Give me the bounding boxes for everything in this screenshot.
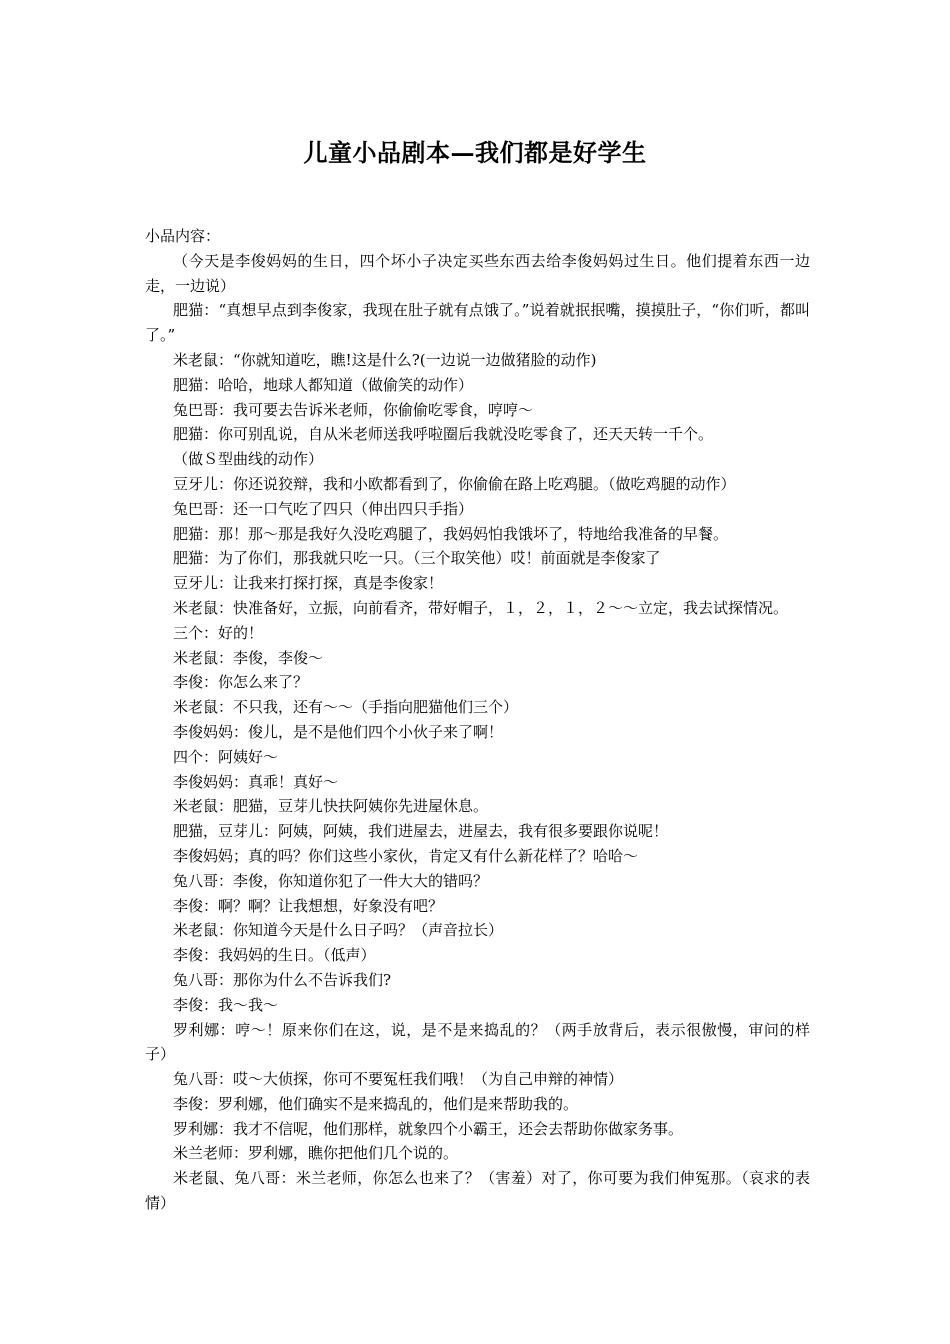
script-line: 李俊妈妈；真的吗？你们这些小家伙，肯定又有什么新花样了？哈哈～ — [173, 846, 639, 865]
script-line: 罗利娜：哼～！原来你们在这，说，是不是来捣乱的？（两手放背后，表示很傲慢，审问的样子） — [145, 1020, 810, 1064]
document-title: 儿童小品剧本—我们都是好学生 — [303, 138, 647, 167]
script-line: 肥猫，豆芽儿：阿姨，阿姨，我们进屋去，进屋去，我有很多要跟你说呢！ — [173, 822, 669, 841]
script-line: 豆牙儿：让我来打探打探，真是李俊家！ — [173, 574, 444, 593]
script-line: （今天是李俊妈妈的生日，四个坏小子决定买些东西去给李俊妈妈过生日。他们提着东西一边走，一边说） — [145, 251, 810, 295]
script-line: 兔八哥：那你为什么不告诉我们? — [173, 970, 392, 989]
section-heading: 小品内容： — [145, 227, 221, 245]
script-line: 李俊妈妈：真乖！真好～ — [173, 772, 339, 791]
script-line: 米老鼠：“你就知道吃，瞧!这是什么?(一边说一边做猪脸的动作) — [173, 350, 597, 369]
script-line: 豆牙儿：你还说狡辩，我和小欧都看到了，你偷偷在路上吃鸡腿。（做吃鸡腿的动作） — [173, 474, 736, 493]
script-line: 兔巴哥：我可要去告诉米老师，你偷偷吃零食，哼哼～ — [173, 400, 534, 419]
script-line: 李俊：罗利娜，他们确实不是来捣乱的，他们是来帮助我的。 — [173, 1094, 579, 1113]
script-line: 李俊妈妈：俊儿，是不是他们四个小伙子来了啊！ — [173, 722, 504, 741]
script-line: 兔巴哥：还一口气吃了四只（伸出四只手指） — [173, 499, 474, 518]
script-line: 米老鼠：李俊，李俊～ — [173, 648, 324, 667]
script-line: 肥猫：“真想早点到李俊家，我现在肚子就有点饿了。”说着就抿抿嘴，摸摸肚子，“你们听，都叫了。” — [145, 301, 810, 345]
script-line: 李俊：你怎么来了？ — [173, 673, 309, 692]
script-line: 米兰老师：罗利娜，瞧你把他们几个说的。 — [173, 1144, 459, 1163]
script-line: 三个：好的！ — [173, 623, 264, 642]
script-line: 李俊：啊？啊？让我想想，好象没有吧？ — [173, 896, 444, 915]
script-line: 肥猫：为了你们，那我就只吃一只。（三个取笑他）哎！前面就是李俊家了 — [173, 549, 661, 568]
script-body — [145, 224, 810, 1216]
script-line: 罗利娜：我才不信呢，他们那样，就象四个小霸王，还会去帮助你做家务事。 — [173, 1119, 684, 1138]
script-line: 肥猫：哈哈，地球人都知道（做偷笑的动作） — [173, 375, 474, 394]
script-line: 兔八哥：哎～大侦探，你可不要冤枉我们哦！（为自己申辩的神情） — [173, 1070, 624, 1089]
script-line: 肥猫：你可别乱说，自从米老师送我呼啦圈后我就没吃零食了，还天天转一千个。 — [173, 425, 714, 444]
script-line: 米老鼠：不只我，还有～～（手指向肥猫他们三个） — [173, 698, 519, 717]
script-line: 米老鼠：你知道今天是什么日子吗？（声音拉长） — [173, 921, 504, 940]
script-line: 米老鼠：快准备好，立振，向前看齐，带好帽子，１，２，１，２～～立定，我去试探情况。 — [173, 598, 789, 617]
script-line: 米老鼠、兔八哥：米兰老师，你怎么也来了？（害羞）对了，你可要为我们伸冤那。（哀求的表情） — [145, 1169, 810, 1213]
script-line: （做Ｓ型曲线的动作） — [173, 450, 324, 469]
script-line: 李俊：我妈妈的生日。（低声） — [173, 946, 376, 965]
script-line: 肥猫：那！那～那是我好久没吃鸡腿了，我妈妈怕我饿坏了，特地给我准备的早餐。 — [173, 524, 729, 543]
script-line: 兔八哥：李俊，你知道你犯了一件大大的错吗？ — [173, 871, 489, 890]
script-line: 李俊：我～我～ — [173, 995, 279, 1014]
script-line: 米老鼠：肥猫，豆芽儿快扶阿姨你先进屋休息。 — [173, 797, 489, 816]
script-line: 四个：阿姨好～ — [173, 747, 279, 766]
